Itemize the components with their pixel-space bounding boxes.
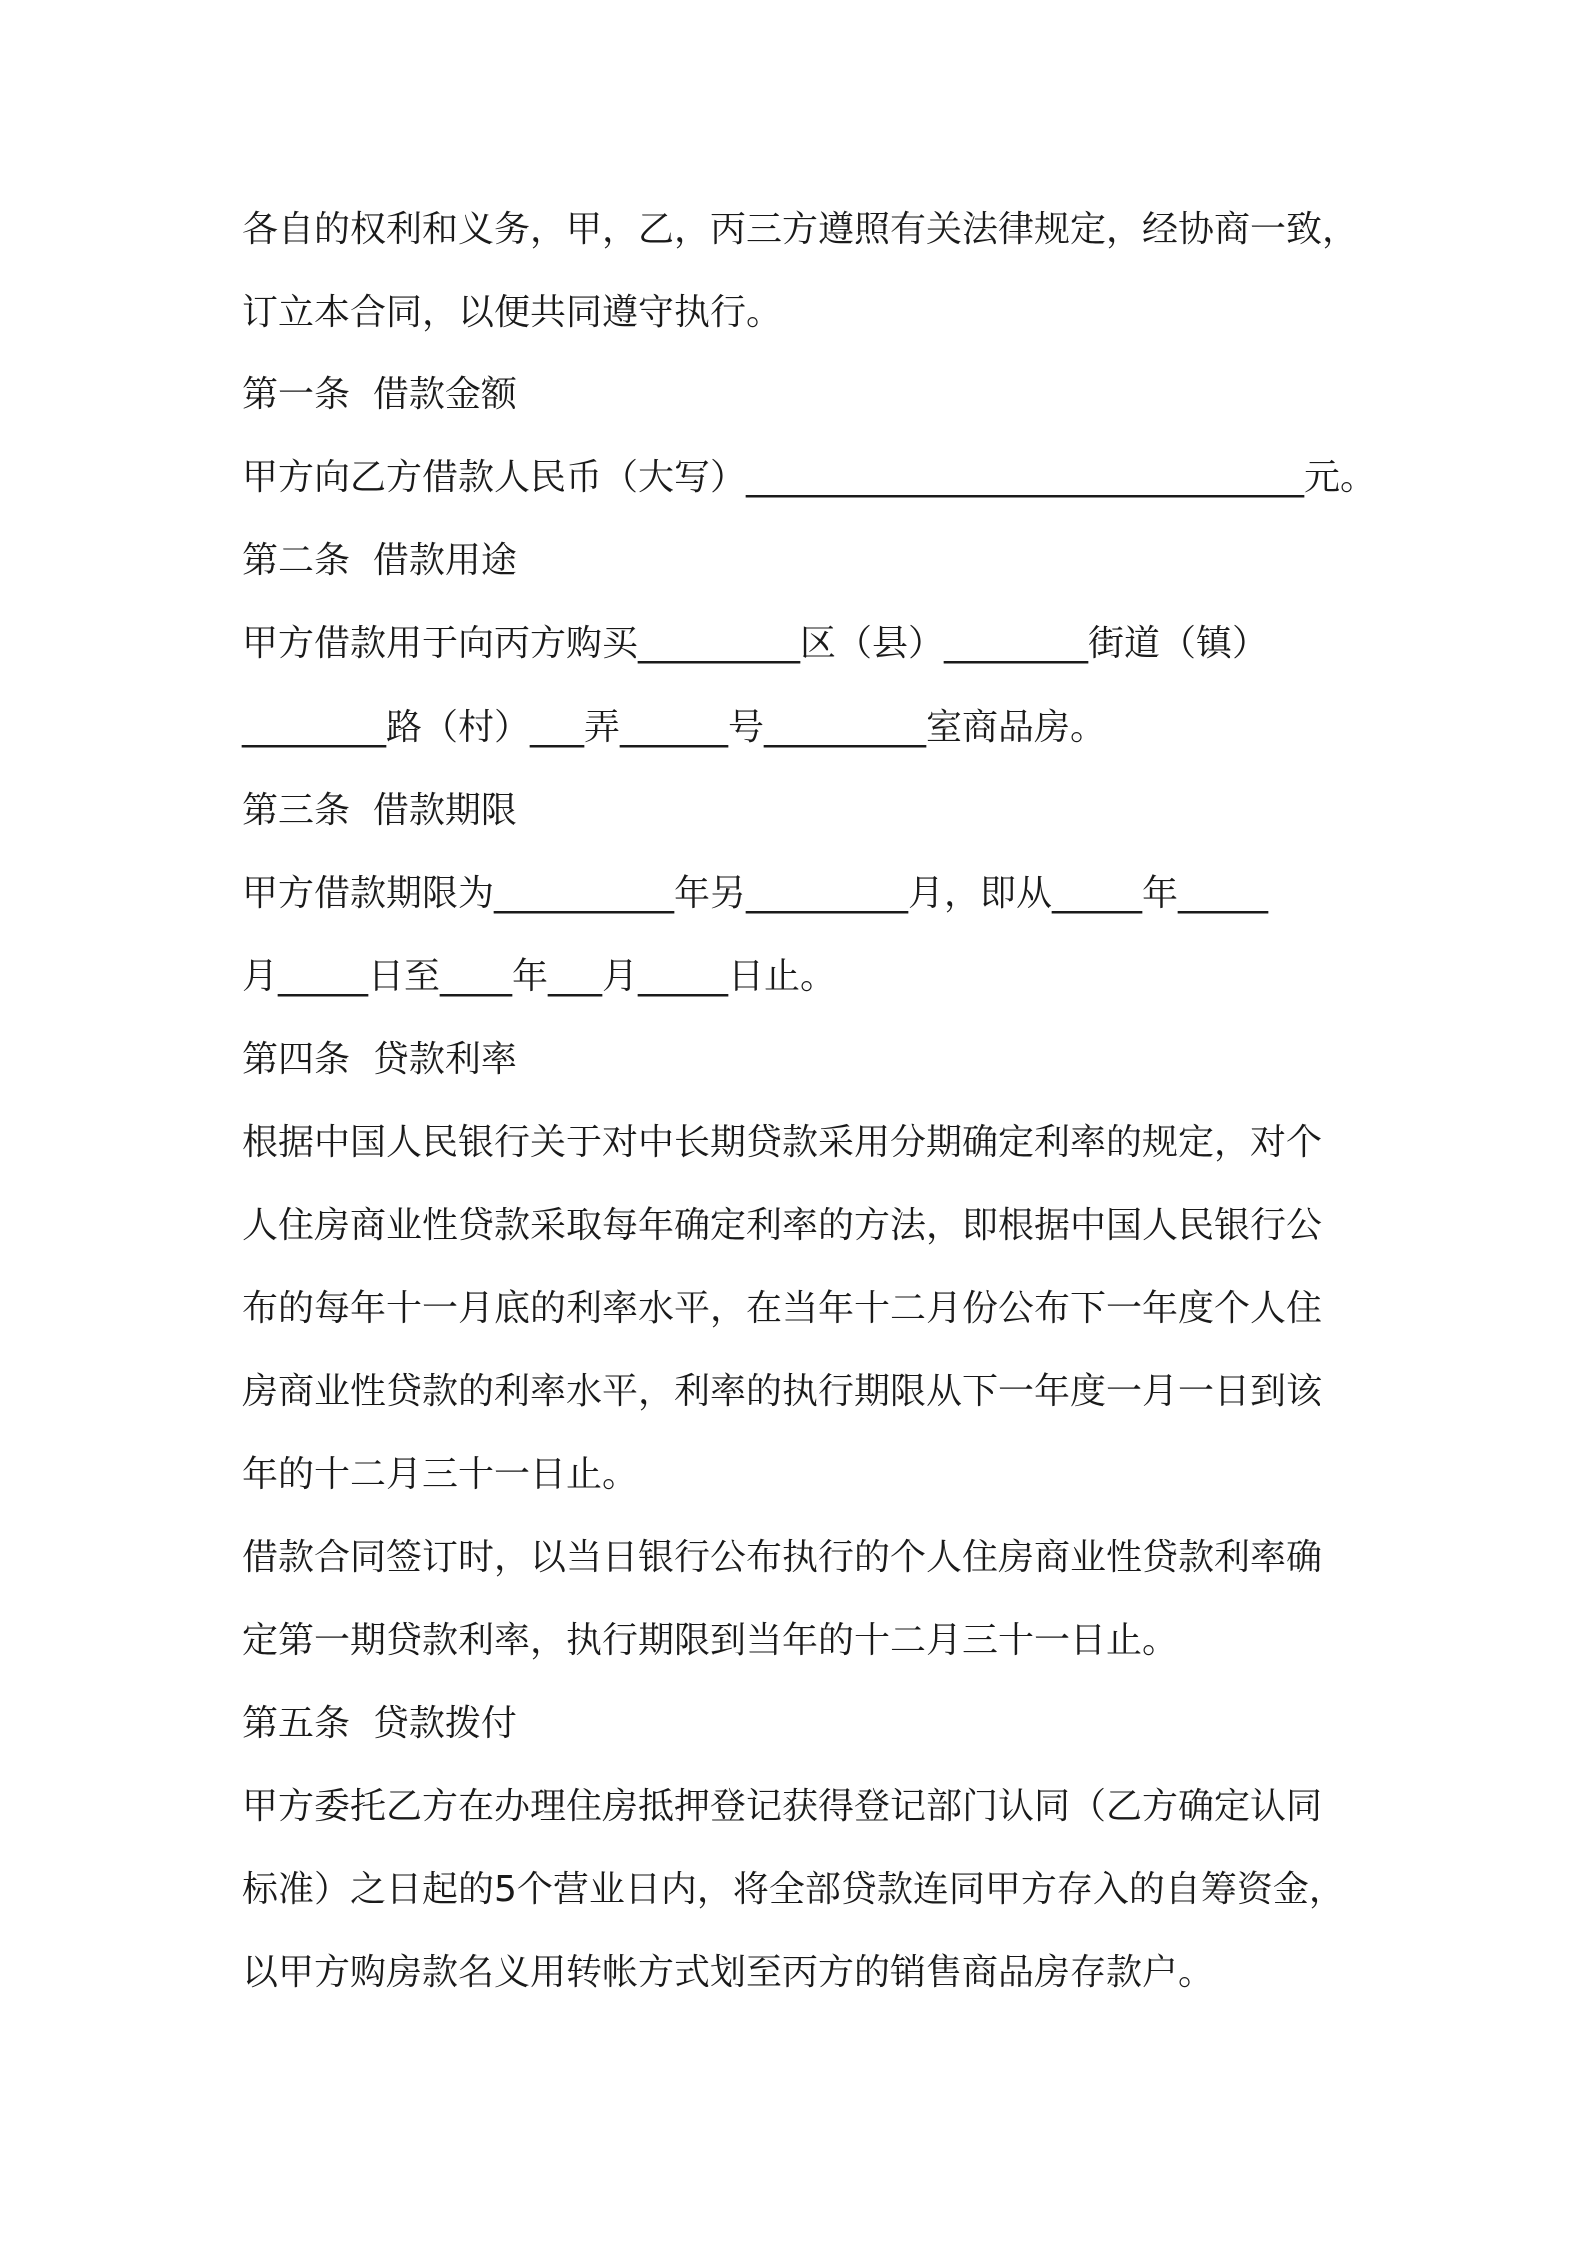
body-line: 各自的权利和义务，甲，乙，丙三方遵照有关法律规定，经协商一致，	[242, 209, 1359, 250]
section-heading: 第二条 借款用途	[242, 540, 517, 581]
body-line: 标准）之日起的5个营业日内，将全部贷款连同甲方存入的自筹资金，	[242, 1869, 1345, 1910]
body-line: 甲方借款用于向丙方购买_________区（县）________街道（镇）	[242, 623, 1269, 664]
section-heading: 第四条 贷款利率	[242, 1039, 517, 1080]
body-line: ________路（村）___弄______号_________室商品房。	[242, 707, 1107, 748]
body-line: 订立本合同，以便共同遵守执行。	[242, 292, 783, 333]
section-heading: 第五条 贷款拨付	[242, 1703, 517, 1744]
body-line: 甲方委托乙方在办理住房抵押登记获得登记部门认同（乙方确定认同	[242, 1786, 1323, 1827]
section-heading: 第三条 借款期限	[242, 790, 517, 831]
body-line: 月_____日至____年___月_____日止。	[242, 956, 837, 997]
body-line: 以甲方购房款名义用转帐方式划至丙方的销售商品房存款户。	[242, 1952, 1215, 1993]
body-line: 房商业性贷款的利率水平，利率的执行期限从下一年度一月一日到该	[242, 1371, 1323, 1412]
body-line: 定第一期贷款利率，执行期限到当年的十二月三十一日止。	[242, 1620, 1179, 1661]
body-line: 借款合同签订时，以当日银行公布执行的个人住房商业性贷款利率确	[242, 1537, 1323, 1578]
body-line: 根据中国人民银行关于对中长期贷款采用分期确定利率的规定，对个	[242, 1122, 1323, 1163]
body-line: 布的每年十一月底的利率水平，在当年十二月份公布下一年度个人住	[242, 1288, 1323, 1329]
body-line: 人住房商业性贷款采取每年确定利率的方法，即根据中国人民银行公	[242, 1205, 1323, 1246]
body-line: 年的十二月三十一日止。	[242, 1454, 639, 1495]
body-line: 甲方向乙方借款人民币（大写）_______________________________元。	[242, 457, 1377, 498]
body-line: 甲方借款期限为__________年另_________月，即从_____年_____	[242, 873, 1269, 914]
section-heading: 第一条 借款金额	[242, 374, 517, 415]
